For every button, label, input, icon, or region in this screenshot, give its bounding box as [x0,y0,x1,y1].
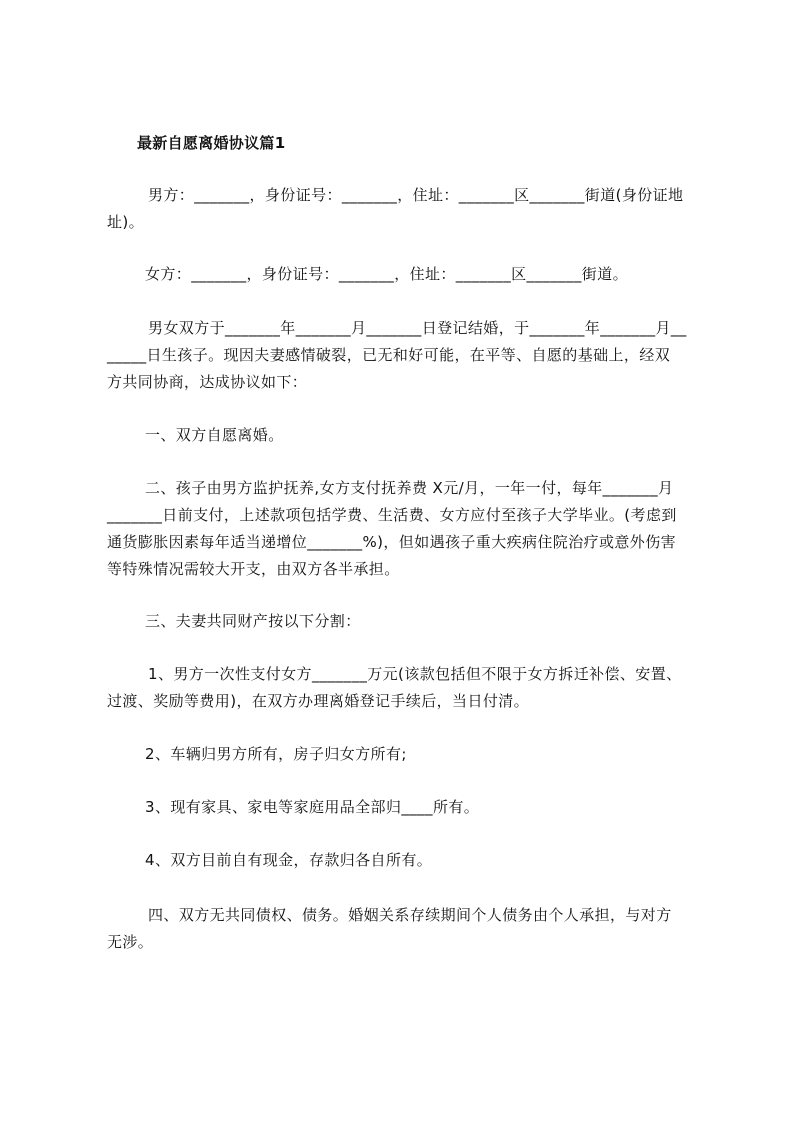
item-three: 3、现有家具、家电等家庭用品全部归____所有。 [145,798,480,816]
clause-two-line-3: 通货膨胀因素每年适当递增位_______%)，但如遇孩子重大疾病住院治疗或意外伤害 [107,533,677,551]
clause-four-line-2: 无涉。 [107,933,154,951]
clause-one: 一、双方自愿离婚。 [145,426,284,444]
paragraph-marriage-line-3: 方共同协商，达成协议如下： [107,373,308,391]
clause-two-line-2: _______日前支付，上述款项包括学费、生活费、女方应付至孩子大学毕业。(考虑到 [107,506,677,524]
item-one-line-1: 1、男方一次性支付女方_______万元(该款包括但不限于女方拆迁补偿、安置、 [148,665,682,683]
paragraph-wife-line: 女方：_______，身份证号：_______，住址：_______区_______街道。 [145,265,629,283]
item-two: 2、车辆归男方所有，房子归女方所有; [145,745,407,763]
document-title: 最新自愿离婚协议篇1 [137,134,286,152]
clause-three-heading: 三、夫妻共同财产按以下分割： [145,612,361,630]
clause-two-line-1: 二、孩子由男方监护抚养,女方支付抚养费 X元/月，一年一付，每年_______月 [145,479,674,497]
paragraph-husband-line-1: 男方：_______，身份证号：_______，住址：_______区_______街道(身份证地 [148,186,684,204]
item-one-line-2: 过渡、奖励等费用)，在双方办理离婚登记手续后，当日付清。 [107,692,530,710]
clause-two-line-4: 等特殊情况需较大开支，由双方各半承担。 [107,560,400,578]
paragraph-marriage-line-2: _____日生孩子。现因夫妻感情破裂，已无和好可能，在平等、自愿的基础上，经双 [107,346,671,364]
clause-four-line-1: 四、双方无共同债权、债务。婚姻关系存续期间个人债务由个人承担，与对方 [148,906,672,924]
paragraph-husband-line-2: 址)。 [107,213,145,231]
paragraph-marriage-line-1: 男女双方于_______年_______月_______日登记结婚，于_______年_______月__ [148,319,687,337]
item-four: 4、双方目前自有现金，存款归各自所有。 [145,851,433,869]
